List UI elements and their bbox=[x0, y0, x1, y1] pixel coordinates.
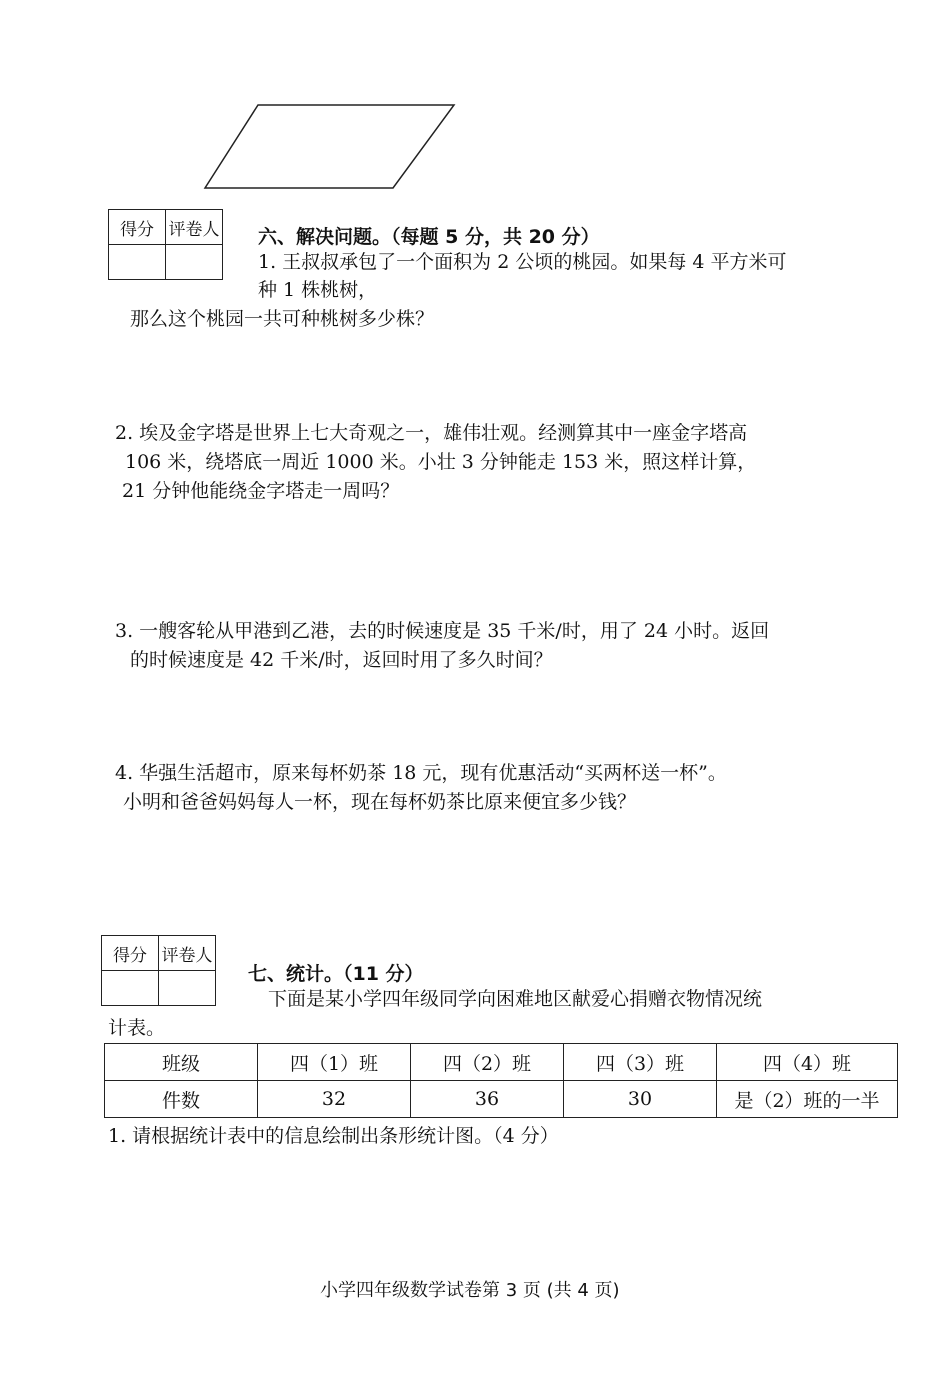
table-cell: 四（1）班 bbox=[258, 1044, 411, 1081]
table-cell: 32 bbox=[258, 1081, 411, 1118]
section7-intro-line1: 下面是某小学四年级同学向困难地区献爱心捐赠衣物情况统 bbox=[268, 988, 763, 1010]
score-cell bbox=[109, 245, 166, 280]
table-cell: 班级 bbox=[105, 1044, 258, 1081]
section7-heading: 七、统计。（11 分） bbox=[248, 963, 424, 985]
q2-line3: 21 分钟他能绕金字塔走一周吗？ bbox=[122, 480, 400, 502]
grader-label: 评卷人 bbox=[166, 210, 223, 245]
parallelogram-figure bbox=[195, 95, 465, 200]
score-box-section6 bbox=[108, 209, 223, 280]
section7-intro-line2: 计表。 bbox=[108, 1017, 166, 1039]
score-label: 得分 bbox=[102, 936, 159, 971]
table-header-row bbox=[105, 1044, 898, 1081]
q2-line2: 106 米，绕塔底一周近 1000 米。小壮 3 分钟能走 153 米，照这样计算， bbox=[125, 451, 757, 473]
grader-cell bbox=[166, 245, 223, 280]
grader-label: 评卷人 bbox=[159, 936, 216, 971]
section7-q1: 1. 请根据统计表中的信息绘制出条形统计图。（4 分） bbox=[108, 1125, 559, 1147]
q4-line2: 小明和爸爸妈妈每人一杯，现在每杯奶茶比原来便宜多少钱？ bbox=[123, 791, 637, 813]
table-cell: 30 bbox=[564, 1081, 717, 1118]
q1-line2: 种 1 株桃树， bbox=[258, 279, 378, 301]
grader-cell bbox=[159, 971, 216, 1006]
score-box-section7 bbox=[101, 935, 216, 1006]
table-cell: 36 bbox=[411, 1081, 564, 1118]
table-cell: 四（3）班 bbox=[564, 1044, 717, 1081]
donation-table bbox=[104, 1043, 898, 1118]
table-cell: 是（2）班的一半 bbox=[717, 1081, 898, 1118]
q1-line1: 1. 王叔叔承包了一个面积为 2 公顷的桃园。如果每 4 平方米可 bbox=[258, 251, 787, 273]
score-label: 得分 bbox=[109, 210, 166, 245]
q3-line2: 的时候速度是 42 千米/时，返回时用了多久时间？ bbox=[130, 649, 553, 671]
q1-line3: 那么这个桃园一共可种桃树多少株？ bbox=[130, 308, 435, 330]
table-row bbox=[105, 1081, 898, 1118]
table-cell: 件数 bbox=[105, 1081, 258, 1118]
q2-line1: 2. 埃及金字塔是世界上七大奇观之一，雄伟壮观。经测算其中一座金字塔高 bbox=[115, 422, 748, 444]
section6-heading: 六、解决问题。（每题 5 分，共 20 分） bbox=[258, 226, 600, 248]
q4-line1: 4. 华强生活超市，原来每杯奶茶 18 元，现有优惠活动“买两杯送一杯”。 bbox=[115, 762, 727, 784]
table-cell: 四（4）班 bbox=[717, 1044, 898, 1081]
score-cell bbox=[102, 971, 159, 1006]
page-footer: 小学四年级数学试卷第 3 页 (共 4 页) bbox=[320, 1280, 620, 1301]
q3-line1: 3. 一艘客轮从甲港到乙港，去的时候速度是 35 千米/时，用了 24 小时。返回 bbox=[115, 620, 770, 642]
table-cell: 四（2）班 bbox=[411, 1044, 564, 1081]
